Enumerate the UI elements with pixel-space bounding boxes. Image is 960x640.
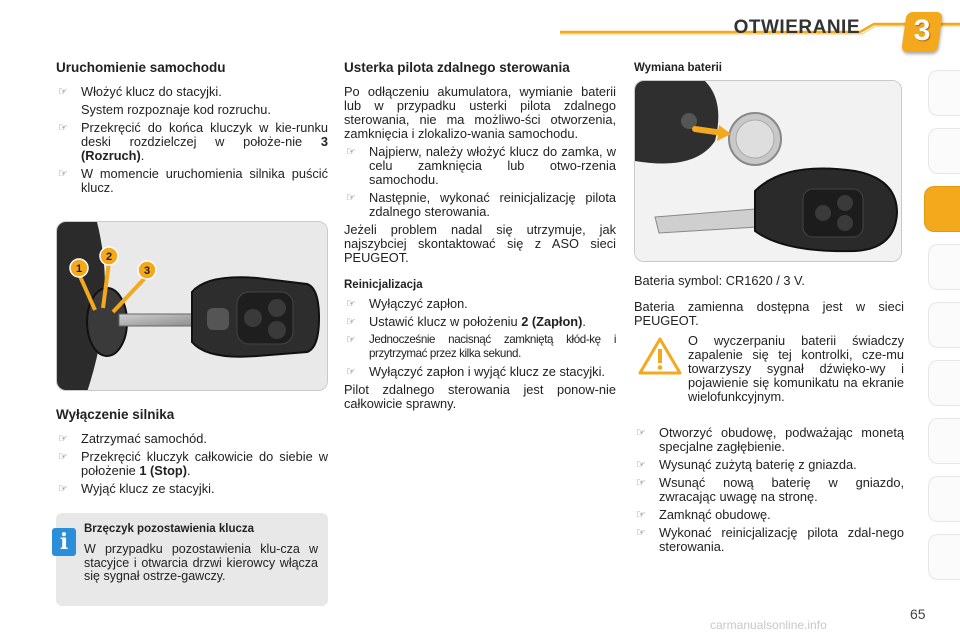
bullet-icon: ☞ xyxy=(346,192,356,204)
warning-text: O wyczerpaniu baterii świadczy zapalenie się tej kontrolki, cze-mu towarzyszy sygnał dźwięko-wy i pojawienie się komunikatu na ekranie wielofunkcyjnym. xyxy=(688,333,904,404)
info-icon: i xyxy=(52,528,76,556)
section-title-start: Uruchomienie samochodu xyxy=(56,60,226,75)
bullet-icon: ☞ xyxy=(58,433,68,445)
list-item: ☞ Przekręcić kluczyk całkowicie do siebie w położenie 1 (Stop). xyxy=(58,449,328,478)
bullet-icon: ☞ xyxy=(346,298,356,310)
chapter-tabs xyxy=(928,70,960,580)
list-item: ☞ Wyjąć klucz ze stacyjki. xyxy=(58,481,215,496)
list-item: ☞ Wykonać reinicjalizację pilota zdal-nego sterowania. xyxy=(636,525,904,554)
list-item: ☞ Wysunąć zużytą baterię z gniazda. xyxy=(636,457,857,472)
page-number: 65 xyxy=(910,606,926,622)
chapter-title: OTWIERANIE xyxy=(733,17,860,38)
remote-intro: Po odłączeniu akumulatora, wymianie baterii lub w przypadku usterki pilota zdalnego sterowania, nie ma możliwo-ści otworzenia, zamknięcia i zlokalizo-wania samochodu. xyxy=(344,84,616,141)
bullet-icon: ☞ xyxy=(346,146,356,158)
list-item: ☞ Przekręcić do końca kluczyk w kie-runku deski rozdzielczej w położe-nie 3 (Rozruch). xyxy=(58,120,328,163)
chapter-tab[interactable] xyxy=(928,360,960,406)
list-item: ☞ Otworzyć obudowę, podważając monetą specjalne zagłębienie. xyxy=(636,425,904,454)
chapter-tab[interactable] xyxy=(928,476,960,522)
battery-illustration xyxy=(635,81,902,262)
list-item: ☞ Następnie, wykonać reinicjalizację pilota zdalnego sterowania. xyxy=(346,190,616,219)
bullet-icon: ☞ xyxy=(346,334,356,346)
ignition-key-image xyxy=(56,221,328,391)
chapter-tab[interactable] xyxy=(928,70,960,116)
list-item: ☞ Wyłączyć zapłon i wyjąć klucz ze stacyjki. xyxy=(346,364,605,379)
position-label-1: 1 xyxy=(75,263,83,275)
key-reminder-box xyxy=(56,513,328,606)
chapter-tab[interactable] xyxy=(928,302,960,348)
chapter-tab[interactable] xyxy=(928,244,960,290)
remote-contact-note: Jeżeli problem nadal się utrzymuje, jak najszybciej skontaktować się z ASO sieci PEUGEOT. xyxy=(344,222,616,265)
list-item: ☞ Jednocześnie nacisnąć zamkniętą kłód-kę i przytrzymać przez kilka sekund. xyxy=(346,333,616,360)
bullet-icon: ☞ xyxy=(636,509,646,521)
chapter-tab[interactable] xyxy=(928,534,960,580)
remote-steps xyxy=(344,145,616,219)
bullet-icon: ☞ xyxy=(58,451,68,463)
page-header xyxy=(0,0,960,52)
section-title-remote: Usterka pilota zdalnego sterowania xyxy=(344,60,570,75)
list-note: System rozpoznaje kod rozruchu. xyxy=(81,102,271,117)
start-steps xyxy=(56,85,328,99)
bullet-icon: ☞ xyxy=(58,122,68,134)
list-item: ☞ Włożyć klucz do stacyjki. xyxy=(58,84,222,99)
ignition-illustration xyxy=(57,222,328,391)
bullet-icon: ☞ xyxy=(636,459,646,471)
list-item: ☞ Najpierw, należy włożyć klucz do zamka, w celu zamknięcia lub otwo-rzenia samochodu. xyxy=(346,144,616,187)
list-item: ☞ Ustawić klucz w położeniu 2 (Zapłon). xyxy=(346,314,586,329)
chapter-number-badge xyxy=(901,12,943,52)
bullet-icon: ☞ xyxy=(346,316,356,328)
bullet-icon: ☞ xyxy=(636,527,646,539)
battery-type: Bateria symbol: CR1620 / 3 V. xyxy=(634,273,805,288)
list-item: ☞ Zatrzymać samochód. xyxy=(58,431,207,446)
chapter-tab-active[interactable] xyxy=(924,186,960,232)
chapter-tab[interactable] xyxy=(928,128,960,174)
remote-ready-note: Pilot zdalnego sterowania jest ponow-nie całkowicie sprawny. xyxy=(344,382,616,411)
chapter-tab[interactable] xyxy=(928,418,960,464)
position-label-3: 3 xyxy=(143,265,151,277)
battery-steps xyxy=(634,426,904,554)
section-title-battery: Wymiana baterii xyxy=(634,62,722,74)
bullet-icon: ☞ xyxy=(58,168,68,180)
bullet-icon: ☞ xyxy=(636,477,646,489)
reinit-steps xyxy=(344,297,616,379)
watermark: carmanualsonline.info xyxy=(710,618,827,632)
chapter-number: 3 xyxy=(913,14,931,47)
battery-warning xyxy=(634,334,904,404)
bullet-icon: ☞ xyxy=(636,427,646,439)
column-start-engine xyxy=(56,60,328,500)
stop-steps xyxy=(56,432,328,496)
column-battery xyxy=(634,60,904,558)
section-title-stop: Wyłączenie silnika xyxy=(56,407,175,422)
list-item: ☞ W momencie uruchomienia silnika puścić klucz. xyxy=(58,166,328,195)
list-item: ☞ Zamknąć obudowę. xyxy=(636,507,771,522)
info-box-title: Brzęczyk pozostawienia klucza xyxy=(84,523,255,535)
info-box-text: W przypadku pozostawienia klu-cza w stacyjce i otwarcia drzwi kierowcy włącza się sygnał ostrze-gawczy. xyxy=(84,542,318,583)
bullet-icon: ☞ xyxy=(58,483,68,495)
column-remote-fault xyxy=(344,60,616,411)
position-label-2: 2 xyxy=(105,251,113,263)
bullet-icon: ☞ xyxy=(346,366,356,378)
battery-availability: Bateria zamienna dostępna jest w sieci PEUGEOT. xyxy=(634,299,904,328)
subsection-title-reinit: Reinicjalizacja xyxy=(344,279,423,291)
list-item: ☞ Wsunąć nową baterię w gniazdo, zwracając uwagę na stronę. xyxy=(636,475,904,504)
warning-icon xyxy=(638,336,682,376)
battery-replacement-image xyxy=(634,80,902,262)
list-item: ☞ Wyłączyć zapłon. xyxy=(346,296,468,311)
bullet-icon: ☞ xyxy=(58,86,68,98)
